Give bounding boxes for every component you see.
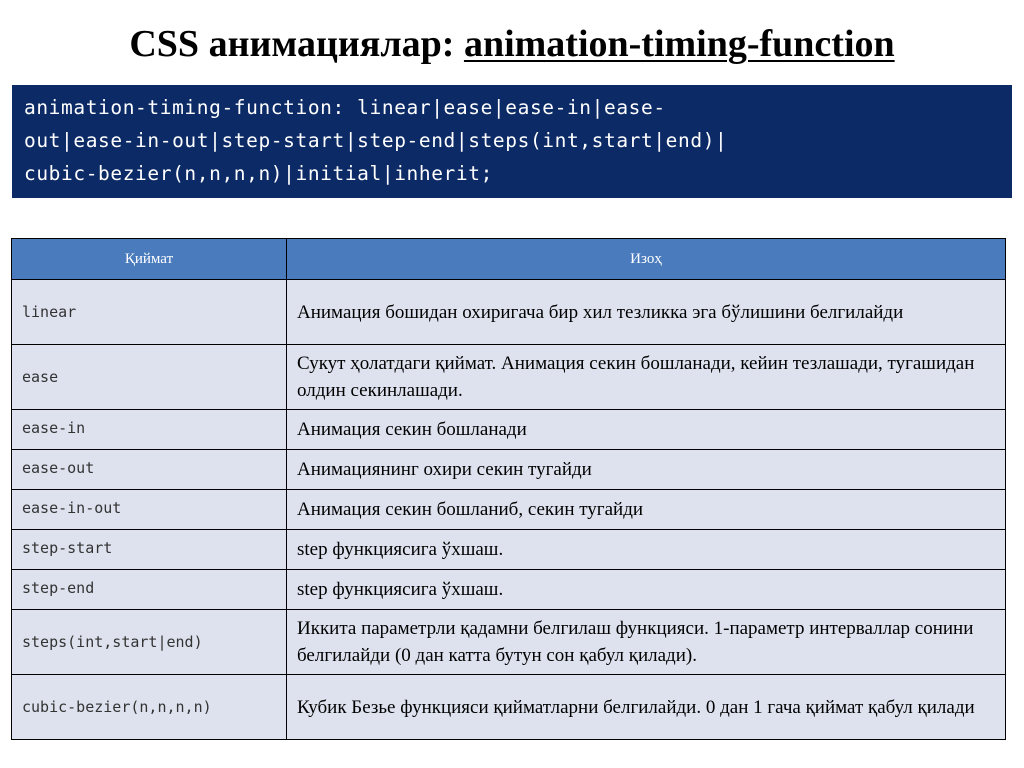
value-cell: step-end bbox=[12, 570, 287, 610]
value-cell: linear bbox=[12, 280, 287, 345]
values-table bbox=[11, 238, 1006, 740]
table-row bbox=[12, 450, 1006, 490]
table-row bbox=[12, 610, 1006, 675]
value-cell: steps(int,start|end) bbox=[12, 610, 287, 675]
description-cell: step функциясига ўхшаш. bbox=[287, 570, 1006, 610]
table-row bbox=[12, 490, 1006, 530]
page-title bbox=[0, 22, 1024, 66]
table-row bbox=[12, 530, 1006, 570]
table-row bbox=[12, 410, 1006, 450]
value-cell: step-start bbox=[12, 530, 287, 570]
description-cell: Иккита параметрли қадамни белгилаш функцияси. 1-параметр интерваллар сонини белгилайди (0 дан катта бутун сон қабул қилади). bbox=[287, 610, 1006, 675]
title-prefix: CSS анимациялар: bbox=[129, 23, 464, 65]
description-cell: Анимация секин бошланади bbox=[287, 410, 1006, 450]
description-cell: Сукут ҳолатдаги қиймат. Анимация секин бошланади, кейин тезлашади, тугашидан олдин секинлашади. bbox=[287, 345, 1006, 410]
table-row bbox=[12, 280, 1006, 345]
syntax-line: cubic-bezier(n,n,n,n)|initial|inherit; bbox=[24, 162, 493, 185]
value-cell: ease-out bbox=[12, 450, 287, 490]
title-accent: animation-timing-function bbox=[463, 23, 895, 65]
column-header-description: Изоҳ bbox=[287, 239, 1006, 280]
table-row bbox=[12, 675, 1006, 740]
value-cell: ease-in bbox=[12, 410, 287, 450]
table-header-row bbox=[12, 239, 1006, 280]
column-header-value: Қиймат bbox=[12, 239, 287, 280]
value-cell: ease bbox=[12, 345, 287, 410]
value-cell: cubic-bezier(n,n,n,n) bbox=[12, 675, 287, 740]
description-cell: step функциясига ўхшаш. bbox=[287, 530, 1006, 570]
description-cell: Анимация секин бошланиб, секин тугайди bbox=[287, 490, 1006, 530]
syntax-line: out|ease-in-out|step-start|step-end|steps(int,start|end)| bbox=[24, 129, 728, 152]
value-cell: ease-in-out bbox=[12, 490, 287, 530]
syntax-code-block bbox=[12, 85, 1012, 198]
table-row bbox=[12, 345, 1006, 410]
description-cell: Кубик Безье функцияси қийматларни белгилайди. 0 дан 1 гача қиймат қабул қилади bbox=[287, 675, 1006, 740]
description-cell: Анимациянинг охири секин тугайди bbox=[287, 450, 1006, 490]
description-cell: Анимация бошидан охиригача бир хил тезликка эга бўлишини белгилайди bbox=[287, 280, 1006, 345]
syntax-line: animation-timing-function: linear|ease|ease-in|ease- bbox=[24, 96, 666, 119]
table-row bbox=[12, 570, 1006, 610]
